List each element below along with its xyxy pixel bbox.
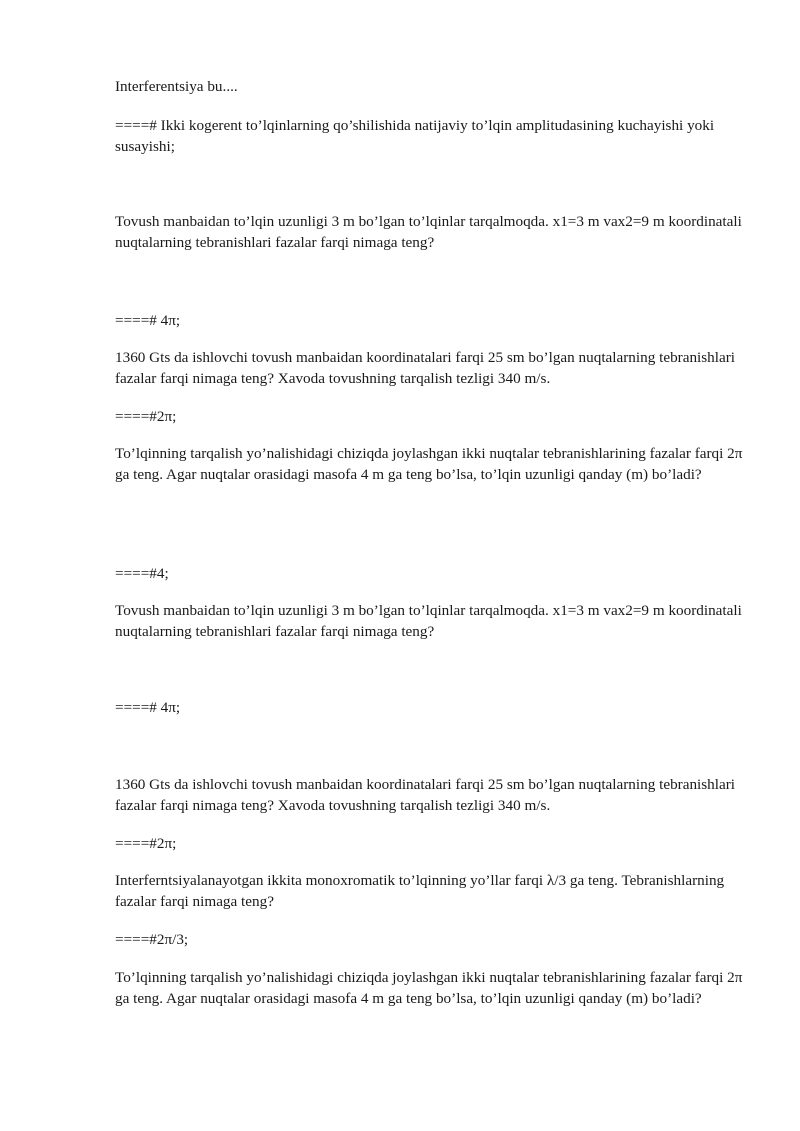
question-wavelength-1: To’lqinning tarqalish yo’nalishidagi chiziqda joylashgan ikki nuqtalar tebranishlarining fazalar farqi 2π ga teng. Agar nuqtalar orasidagi masofa 4 m ga teng bo’lsa, to’lqin uzunligi qanday (m) bo’ladi?	[115, 445, 743, 483]
answer-phase-difference-1: ====# 4π;	[115, 312, 181, 329]
question-wavelength-2: To’lqinning tarqalish yo’nalishidagi chiziqda joylashgan ikki nuqtalar tebranishlarining fazalar farqi 2π ga teng. Agar nuqtalar orasidagi masofa 4 m ga teng bo’lsa, to’lqin uzunligi qanday (m) bo’ladi?	[115, 969, 743, 1007]
answer-interference-definition: ====# Ikki kogerent to’lqinlarning qo’shilishida natijaviy to’lqin amplitudasining kuchayishi yoki susayishi;	[115, 117, 715, 155]
question-sound-1360hz-1: 1360 Gts da ishlovchi tovush manbaidan koordinatalari farqi 25 sm bo’lgan nuqtalarning tebranishlari fazalar farqi nimaga teng? Xavoda tovushning tarqalish tezligi 340 m/s.	[115, 349, 736, 387]
question-sound-1360hz-2: 1360 Gts da ishlovchi tovush manbaidan koordinatalari farqi 25 sm bo’lgan nuqtalarning tebranishlari fazalar farqi nimaga teng? Xavoda tovushning tarqalish tezligi 340 m/s.	[115, 776, 736, 814]
question-interference-definition: Interferentsiya bu....	[115, 78, 238, 95]
question-phase-difference-2: Tovush manbaidan to’lqin uzunligi 3 m bo’lgan to’lqinlar tarqalmoqda. x1=3 m vax2=9 m koordinatali nuqtalarning tebranishlari fazalar farqi nimaga teng?	[115, 602, 742, 640]
answer-phase-difference-2: ====# 4π;	[115, 699, 181, 716]
question-path-difference: Interferntsiyalanayotgan ikkita monoxromatik to’lqinning yo’llar farqi λ/3 ga teng. Tebranishlarning fazalar farqi nimaga teng?	[115, 872, 725, 910]
answer-wavelength-1: ====#4;	[115, 565, 169, 582]
question-phase-difference-1: Tovush manbaidan to’lqin uzunligi 3 m bo’lgan to’lqinlar tarqalmoqda. x1=3 m vax2=9 m koordinatali nuqtalarning tebranishlari fazalar farqi nimaga teng?	[115, 213, 742, 251]
answer-sound-1360hz-1: ====#2π;	[115, 408, 177, 425]
answer-sound-1360hz-2: ====#2π;	[115, 835, 177, 852]
answer-path-difference: ====#2π/3;	[115, 931, 189, 948]
